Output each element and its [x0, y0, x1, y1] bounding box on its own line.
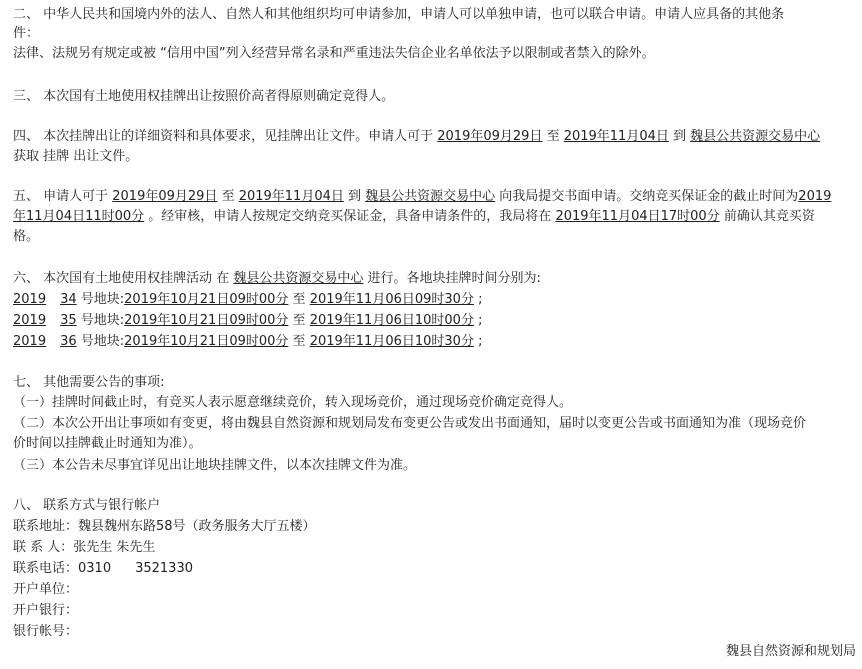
section-4-text-3: 到: [668, 129, 691, 144]
section-5-line-2: [13, 208, 815, 226]
section-5-line-1: [13, 188, 831, 206]
section-6-line-1: [13, 270, 541, 288]
section-5-text-3: 到: [343, 189, 366, 204]
section-7-item-1: （一）挂牌时间截止时，有竞买人表示愿意继续竞价，转入现场竞价，通过现场竞价确定竞得人。: [13, 395, 573, 410]
section-5-venue: 魏县公共资源交易中心: [365, 189, 496, 204]
section-6-venue: 魏县公共资源交易中心: [233, 271, 364, 286]
section-4-text-1: 四、 本次挂牌出让的详细资料和具体要求，见挂牌出让文件。申请人可于: [13, 129, 438, 144]
section-5-text-5: 。经审核，申请人按规定交纳竞买保证金，具备申请条件的，我局将在: [144, 209, 556, 224]
section-4-date-start: 2019年09月29日: [437, 129, 543, 144]
section-5-line-3: 格。: [13, 229, 40, 244]
parcel-end: 2019年11月06日09时30分: [309, 292, 474, 307]
issuer-signature: 魏县自然资源和规划局: [725, 644, 856, 659]
section-5-text-6: 前确认其竞买资: [719, 209, 815, 224]
parcel-label: 号地块:: [76, 334, 125, 349]
parcel-year: 2019: [13, 292, 47, 307]
section-5-date-end: 2019年11月04日: [238, 189, 344, 204]
parcel-to: 至: [288, 313, 310, 328]
contact-person: 联 系 人：张先生 朱先生: [13, 540, 156, 555]
section-5-deposit-deadline: 年11月04日11时00分: [13, 209, 145, 224]
parcel-number: 34: [60, 292, 77, 307]
contact-address: 联系地址：魏县魏州东路58号（政务服务大厅五楼）: [13, 519, 316, 534]
parcel-to: 至: [288, 292, 310, 307]
section-5-confirm-date: 2019年11月04日17时00分: [555, 209, 720, 224]
parcel-tail: ;: [473, 292, 483, 307]
parcel-start: 2019年10月21日09时00分: [124, 334, 289, 349]
section-7-item-3: （三）本公告未尽事宜详见出让地块挂牌文件，以本次挂牌文件为准。: [13, 458, 417, 473]
section-4-date-end: 2019年11月04日: [563, 129, 669, 144]
parcel-label: 号地块:: [76, 313, 125, 328]
section-5-text-4: 向我局提交书面申请。交纳竞买保证金的截止时间为: [495, 189, 799, 204]
bank-account-number: 银行帐号：: [13, 624, 79, 639]
section-7-title: 七、 其他需要公告的事项:: [13, 375, 165, 390]
parcel-number: 36: [60, 334, 77, 349]
parcel-start: 2019年10月21日09时00分: [124, 292, 289, 307]
parcel-start: 2019年10月21日09时00分: [124, 313, 289, 328]
section-4-line-2: 获取 挂牌 出让文件。: [13, 149, 139, 164]
parcel-tail: ;: [473, 334, 483, 349]
parcel-end: 2019年11月06日10时30分: [309, 334, 474, 349]
section-5-deposit-deadline-year: 2019: [798, 189, 832, 204]
section-5-text-1: 五、 申请人可于: [13, 189, 113, 204]
section-2-line-2: 件：: [13, 26, 40, 41]
section-7-item-2-line-2: 价时间以挂牌截止时通知为准）。: [13, 436, 202, 451]
section-5-text-2: 至: [217, 189, 239, 204]
parcel-row: [13, 291, 482, 309]
contact-phone: [13, 560, 193, 578]
bank-account-unit: 开户单位：: [13, 582, 79, 597]
parcel-label: 号地块:: [76, 292, 125, 307]
section-8-title: 八、 联系方式与银行帐户: [13, 498, 161, 513]
parcel-year: 2019: [13, 313, 47, 328]
parcel-tail: ;: [473, 313, 483, 328]
section-2-line-1: 二、 中华人民共和国境内外的法人、自然人和其他组织均可申请参加，申请人可以单独申请，也可以联合申请。申请人应具备的其他条: [13, 7, 785, 22]
contact-phone-label: 联系电话：0310: [13, 561, 112, 576]
parcel-to: 至: [288, 334, 310, 349]
section-6-text-1: 六、 本次国有土地使用权挂牌活动 在: [13, 271, 234, 286]
section-5-date-start: 2019年09月29日: [112, 189, 218, 204]
parcel-number: 35: [60, 313, 77, 328]
section-3-line-1: 三、 本次国有土地使用权挂牌出让按照价高者得原则确定竞得人。: [13, 89, 395, 104]
section-2-line-3: 法律、法规另有规定或被 “信用中国”列入经营异常名录和严重违法失信企业名单依法予以限制或者禁入的除外。: [13, 46, 655, 61]
section-4-text-2: 至: [542, 129, 564, 144]
parcel-row: [13, 333, 482, 351]
section-6-text-2: 进行。各地块挂牌时间分别为:: [363, 271, 541, 286]
section-7-item-2-line-1: （二）本次公开出让事项如有变更，将由魏县自然资源和规划局发布变更公告或发出书面通知，届时以变更公告或书面通知为准（现场竞价: [13, 416, 807, 431]
section-4-line-1: [13, 128, 820, 146]
bank-name: 开户银行：: [13, 603, 79, 618]
parcel-end: 2019年11月06日10时00分: [309, 313, 474, 328]
parcel-year: 2019: [13, 334, 47, 349]
section-4-venue: 魏县公共资源交易中心: [690, 129, 821, 144]
parcel-row: [13, 312, 482, 330]
contact-phone-number: 3521330: [135, 561, 193, 576]
